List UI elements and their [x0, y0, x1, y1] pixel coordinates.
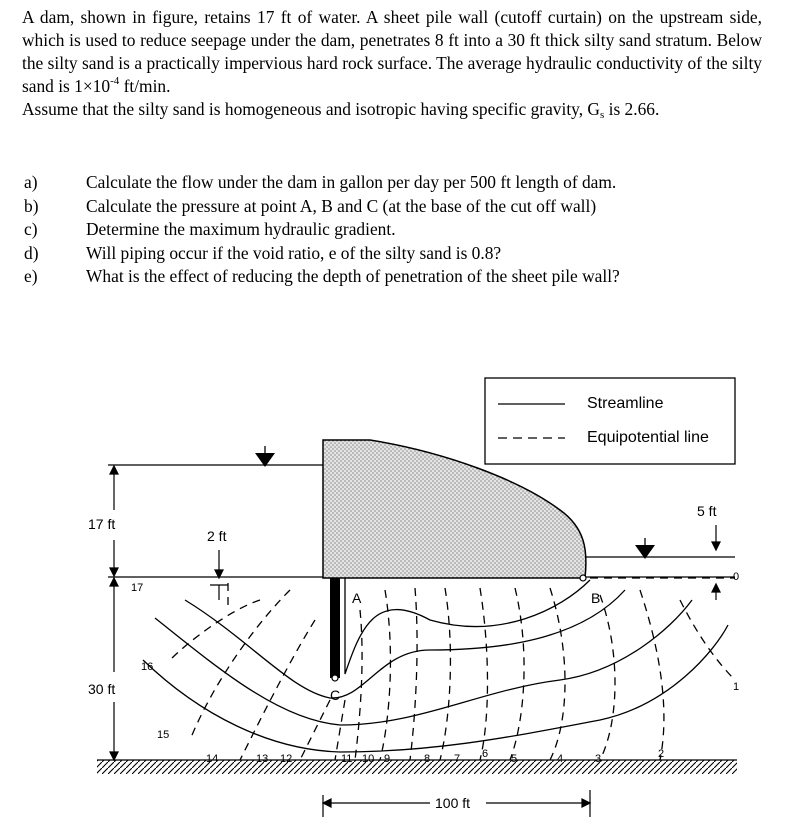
equipotential-number: 16: [141, 661, 154, 673]
point-c-label: C: [330, 687, 341, 703]
equipotential-line: [550, 588, 565, 760]
specific-gravity-subscript: s: [599, 109, 605, 121]
question-text: Will piping occur if the void ratio, e of the silty sand is 0.8?: [86, 242, 502, 263]
legend-streamline-label: Streamline: [587, 395, 664, 412]
equipotential-number: 14: [206, 753, 219, 765]
equipotential-number: 1: [733, 681, 740, 693]
water-table-symbol: [255, 446, 275, 467]
conductivity-exponent: -4: [110, 75, 120, 87]
sheet-pile-wall: [330, 578, 340, 681]
question-text: Calculate the flow under the dam in gallon per day per 500 ft length of dam.: [86, 172, 617, 192]
question-label: d): [24, 242, 39, 263]
downstream-head-label: 5 ft: [697, 503, 717, 519]
question-label: b): [24, 195, 39, 216]
equipotential-number: 8: [424, 753, 431, 765]
statement-text: A dam, shown in figure, retains 17 ft of water. A sheet pile wall (cutoff curtain) on the upstream side, which is used to reduce seepage under the dam, penetrates 8 ft into a 30 ft thick silty sand stratum. Below the silty sand is a practically impervious hard rock surface. The average hydraulic conductivity of the silty sand is 1×10: [22, 7, 762, 96]
assumption-text: Assume that the silty sand is homogeneous and isotropic having specific gravity, G: [22, 99, 600, 119]
pile-spacing-label: 2 ft: [207, 528, 227, 544]
question-text: What is the effect of reducing the depth of penetration of the sheet pile wall?: [86, 266, 620, 286]
equipotential-number: 5: [511, 753, 518, 765]
equipotential-line: [335, 700, 345, 760]
streamline: [345, 578, 590, 674]
question-label: a): [24, 172, 38, 192]
equipotential-number: 3: [595, 753, 602, 765]
equipotential-number: 0: [733, 571, 740, 583]
question-text: Calculate the pressure at point A, B and C (at the base of the cut off wall): [86, 195, 597, 216]
equipotential-line: [600, 595, 615, 760]
statement-units: ft/min.: [119, 76, 171, 96]
equipotential-lines: [170, 578, 735, 760]
equipotential-number: 9: [384, 753, 391, 765]
equipotential-number: 10: [362, 753, 375, 765]
equipotential-line: [480, 588, 488, 760]
point-a-label: A: [352, 590, 362, 606]
equipotential-number: 7: [454, 753, 461, 765]
equipotential-number: 2: [658, 748, 665, 760]
equipotential-number: 13: [256, 753, 269, 765]
water-table-symbol: [635, 538, 655, 559]
equipotential-number: 12: [280, 753, 293, 765]
point-b-label: B: [591, 590, 601, 606]
equipotential-line: [640, 590, 664, 760]
equipotential-line: [355, 610, 362, 760]
question-label: e): [24, 266, 38, 286]
streamline: [143, 625, 728, 752]
equipotential-number: 15: [157, 729, 170, 741]
equipotential-number: 4: [557, 753, 564, 765]
upstream-head-label: 17 ft: [88, 516, 116, 532]
equipotential-number: 11: [341, 753, 353, 765]
legend-equipotential-label: Equipotential line: [587, 429, 709, 446]
equipotential-line: [170, 600, 260, 660]
assumption-text-end: is 2.66.: [604, 99, 660, 119]
equipotential-number: 6: [482, 748, 489, 760]
streamline: [185, 590, 625, 698]
question-text: Determine the maximum hydraulic gradient.: [86, 219, 396, 239]
question-label: c): [24, 219, 38, 239]
equipotential-numbers: [131, 571, 739, 765]
equipotential-number: 17: [131, 582, 144, 594]
stratum-thickness-label: 30 ft: [88, 681, 116, 697]
legend-box: [485, 378, 735, 464]
scale-bar-label: 100 ft: [435, 795, 471, 811]
streamline: [155, 600, 692, 725]
legend: [485, 378, 735, 464]
point-b-marker: [580, 575, 586, 581]
impervious-rock: [97, 760, 737, 774]
equipotential-line: [680, 600, 735, 680]
streamlines: [143, 578, 728, 752]
equipotential-line: [440, 588, 450, 760]
equipotential-line: [380, 590, 390, 760]
